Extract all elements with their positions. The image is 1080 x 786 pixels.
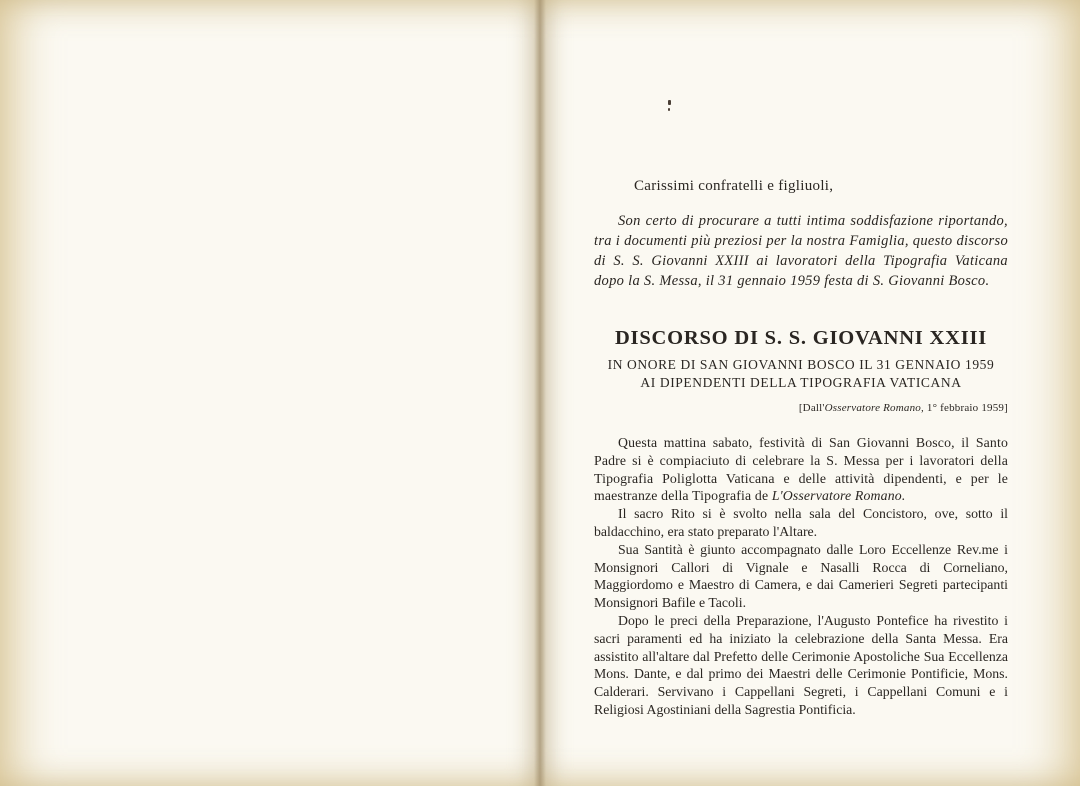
subtitle-line-2: AI DIPENDENTI DELLA TIPOGRAFIA VATICANA [640,375,962,390]
paragraph-2: Il sacro Rito si è svolto nella sala del Concistoro, ove, sotto il baldacchino, era stato preparato l'Altare. [594,506,1008,539]
salutation: Carissimi confratelli e figliuoli, [634,178,834,194]
paragraph-4: Dopo le preci della Preparazione, l'Augusto Pontefice ha rivestito i sacri paramenti ed ha iniziato la celebrazione della Santa Messa. Era assistito all'altare dal Prefetto delle Cerimonie Apostoliche Sua Eccellenza Mons. Dante, e dal primo dei Maestri delle Cerimonie Pontificie, Mons. Calderari. Servivano i Cappellani Segreti, i Cappellani Comuni e i Religiosi Agostiniani della Sagrestia Pontificia. [594,612,1008,717]
document-title: DISCORSO DI S. S. GIOVANNI XXIII [614,327,988,349]
intro-paragraph: Son certo di procurare a tutti intima soddisfazione riportando, tra i documenti più preziosi per la nostra Famiglia, questo discorso di S. S. Giovanni XXIII ai lavoratori della Tipografia Vaticana dopo la S. Messa, il 31 gennaio 1959 festa di S. Giovanni Bosco. [594,213,1008,289]
ink-speck [668,108,670,111]
body-text [594,434,1008,719]
source-paper: Osservatore Romano, [824,402,924,414]
source-date: 1° febbraio 1959] [923,402,1008,414]
subtitle [594,356,1008,392]
ink-speck [668,100,671,105]
source-open: [Dall' [798,402,825,414]
paragraph-1-text: Questa mattina sabato, festività di San Giovanni Bosco, il Santo Padre si è compiaciuto di celebrare la S. Messa per i lavoratori della Tipografia Poliglotta Vaticana e delle attività dipendenti, e per le maestranze della Tipografia de [594,435,1008,504]
paragraph-1 [594,434,1008,505]
page-content [594,178,1008,719]
book-gutter [534,0,546,786]
paragraph-3: Sua Santità è giunto accompagnato dalle Loro Eccellenze Rev.me i Monsignori Callori di Vignale e Nasalli Rocca di Corneliano, Maggiordomo e Maestro di Camera, e dai Camerieri Segreti partecipanti Monsignori Bafile e Tacoli. [594,541,1008,611]
subtitle-line-1: IN ONORE DI SAN GIOVANNI BOSCO IL 31 GENNAIO 1959 [607,357,995,372]
paragraph-1-italic: L'Osservatore Romano. [771,488,906,504]
source-citation [594,402,1008,414]
